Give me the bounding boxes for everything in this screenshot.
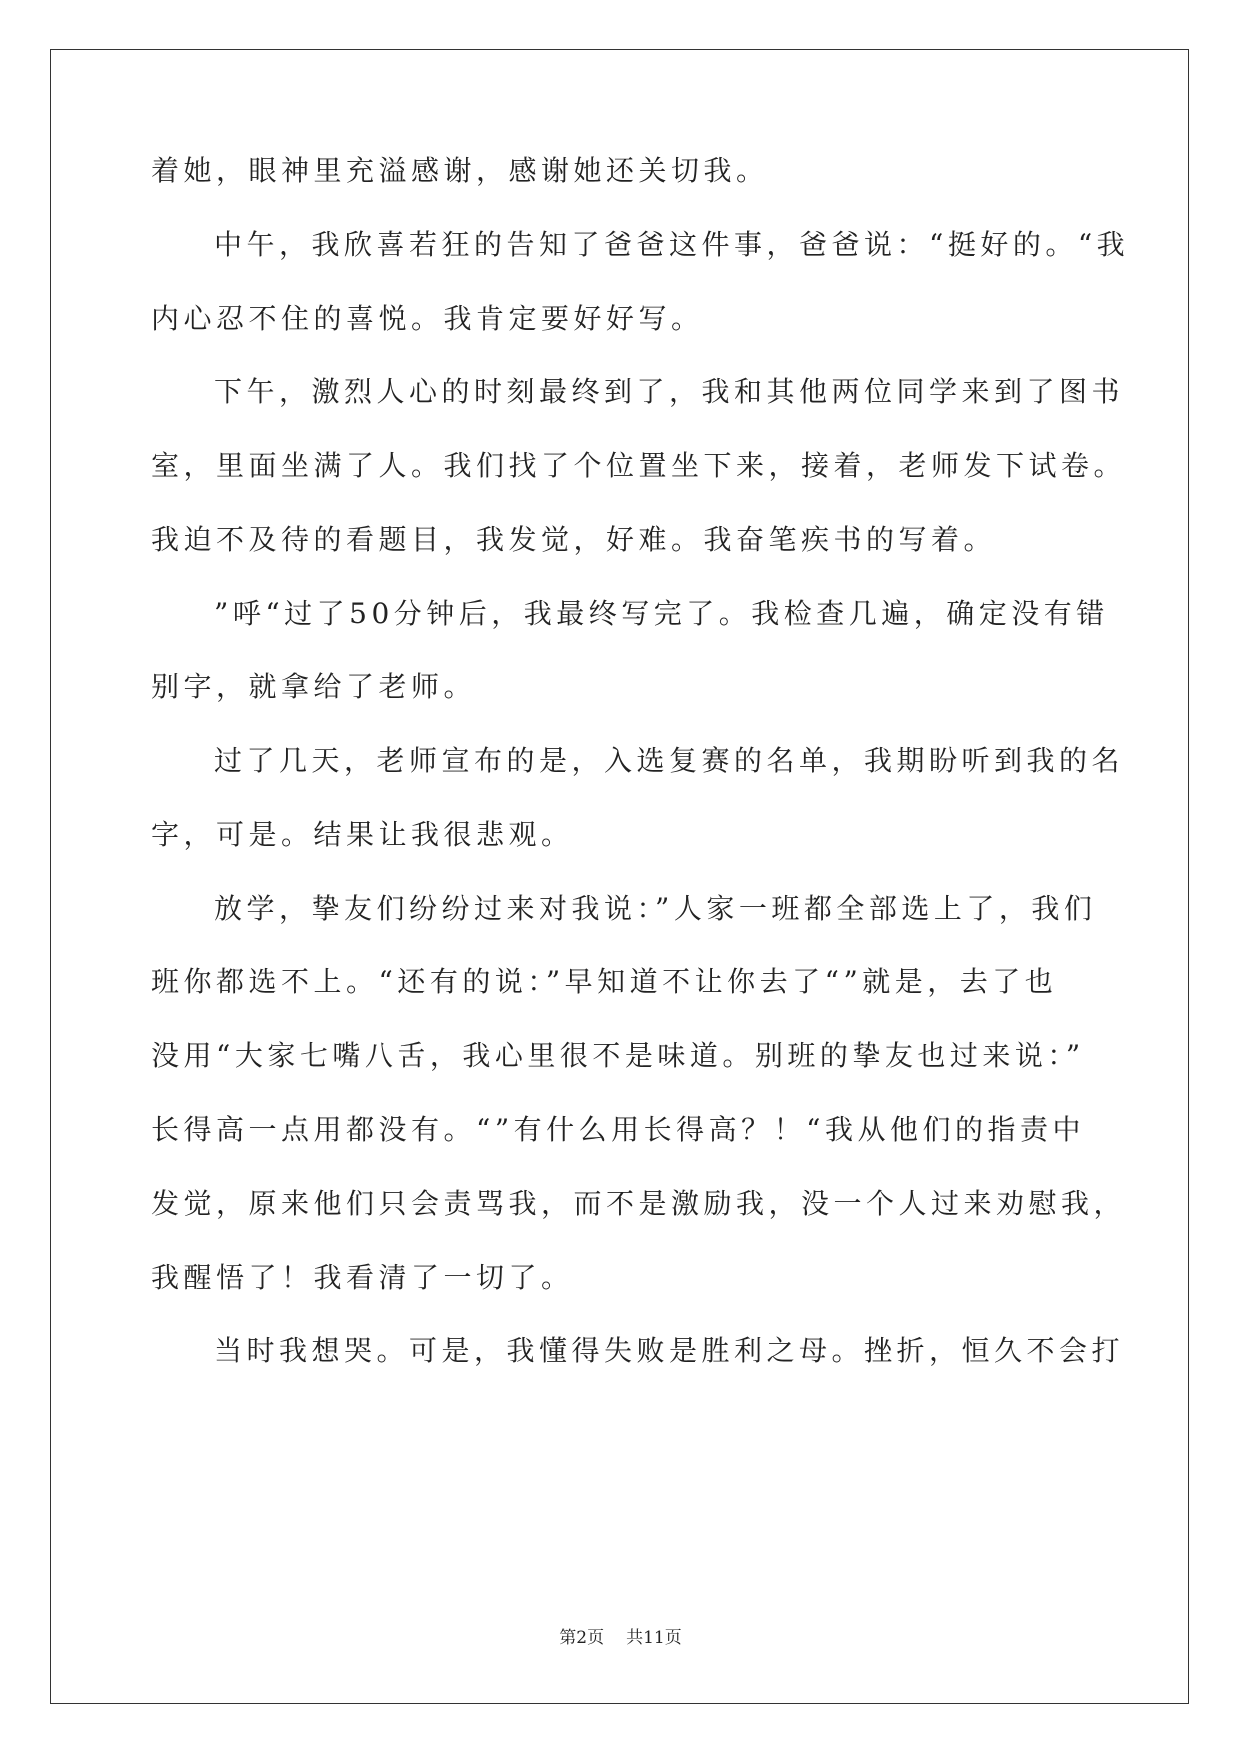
- page-number: 第2页: [559, 1628, 605, 1648]
- text-line-9: 过了几天，老师宣布的是，入选复赛的名单，我期盼听到我的名: [214, 744, 1125, 777]
- page-total: 共11页: [626, 1628, 682, 1648]
- text-line-15: 发觉，原来他们只会责骂我，而不是激励我，没一个人过来劝慰我，: [151, 1187, 1127, 1220]
- text-line-17: 当时我想哭。可是，我懂得失败是胜利之母。挫折，恒久不会打: [214, 1334, 1125, 1367]
- text-line-13: 没用“大家七嘴八舌，我心里很不是味道。别班的挚友也过来说：”: [151, 1039, 1085, 1072]
- text-line-6: 我迫不及待的看题目，我发觉，好难。我奋笔疾书的写着。: [151, 523, 997, 556]
- text-line-12: 班你都选不上。“还有的说：”早知道不让你去了“”就是，去了也: [151, 965, 1058, 998]
- text-line-4: 下午，激烈人心的时刻最终到了，我和其他两位同学来到了图书: [214, 375, 1125, 408]
- text-line-2: 中午，我欣喜若狂的告知了爸爸这件事，爸爸说：“挺好的。“我: [214, 228, 1130, 261]
- text-line-14: 长得高一点用都没有。“”有什么用长得高？！“我从他们的指责中: [151, 1113, 1085, 1146]
- text-line-10: 字，可是。结果让我很悲观。: [151, 818, 574, 851]
- text-line-1: 着她，眼神里充溢感谢，感谢她还关切我。: [151, 154, 769, 187]
- page-footer: [0, 1626, 1241, 1650]
- text-line-8: 别字，就拿给了老师。: [151, 670, 477, 703]
- page-border: [50, 49, 1189, 1704]
- text-line-16: 我醒悟了！我看清了一切了。: [151, 1261, 574, 1294]
- text-line-11: 放学，挚友们纷纷过来对我说：”人家一班都全部选上了，我们: [214, 892, 1097, 925]
- text-line-5: 室，里面坐满了人。我们找了个位置坐下来，接着，老师发下试卷。: [151, 449, 1127, 482]
- text-line-3: 内心忍不住的喜悦。我肯定要好好写。: [151, 302, 704, 335]
- text-line-7: ”呼“过了50分钟后，我最终写完了。我检查几遍，确定没有错: [214, 597, 1109, 630]
